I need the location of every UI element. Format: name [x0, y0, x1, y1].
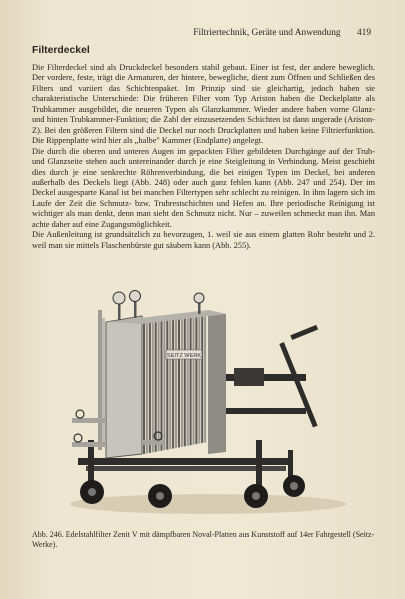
pressure-gauge-icon [113, 292, 125, 304]
running-head [32, 28, 371, 38]
paragraph-2: Die durch die oberen und unteren Augen im gepackten Filter gebildeten Durchgänge auf der Trub- und Glanzseite stehen auch untereinander durch je eine Steigleitung in Verbindung. Meist geschieht dies durch je eine senkrechte Röhrenverbindung, die bei einigen Typen im Deckel, bei anderen außerhalb des Deckels liegt (Abb. 248) oder auch ganz fehlen kann (Abb. 247 und 254). Der im Deckel ausgesparte Kanal ist bei manchen Filtertypen sehr schlecht zu reinigen. In ihm lagern sich im Laufe der Zeit die Schmutz- bzw. Trubrestschichten und Hefen an. Ihre periodische Reinigung ist wichtiger als man denkt, denn man sieht den Schmutz nicht. Nur – zuweilen schmeckt man ihn. Man achte daher auf eine Zugangsmöglichkeit. [32, 146, 375, 229]
paragraph-1: Die Filterdeckel sind als Druckdeckel besonders stabil gebaut. Einer ist fest, der andere beweglich. Der vordere, feste, trägt die Armaturen, der hintere, bewegliche, dient zum Öffnen und Schließen des Filters und variiert das Schichtenpaket. Im Prinzip sind sie gleichartig, jedoch haben sie charakteristische Unterschiede: Die früheren Filter vom Typ Ariston haben die Deckelplatte als Trubkammer ausgebildet, die neueren Typen als Glanzkammer. Wieder andere haben vorne Glanz- und hinten Trubkammer-Funktion; die Zahl der einzusetzenden Schichten ist dann ungerade (Ariston-Z). Bei den größeren Filtern sind die Deckel nur noch Druckplatten und haben keine Filtrierfunktion. Die Rippenplatte wird hier als „halbe" Kammer (Endplatte) angelegt. [32, 63, 375, 146]
wheel-hub [88, 488, 96, 496]
filter-plate [201, 313, 203, 443]
filter-plate [204, 313, 206, 443]
figure-caption: Abb. 246. Edelstahlfilter Zenit V mit dämpfbaren Noval-Platten aus Kunststoff auf 14er Fahrgestell (Seitz-Werke). [32, 530, 375, 549]
crank-grip [290, 325, 318, 340]
tie-bar-lower [226, 408, 306, 414]
crank-handle [279, 342, 317, 427]
filter-plate [172, 318, 174, 449]
valve-handwheel-icon [76, 410, 84, 418]
filter-plate [198, 313, 200, 443]
pressure-gauge-icon [130, 291, 141, 302]
wheel-hub [156, 492, 164, 500]
front-head-plate [106, 316, 142, 458]
plate-pack [143, 313, 206, 454]
section-title: Filterdeckel [32, 45, 90, 56]
running-title: Filtriertechnik, Geräte und Anwendung [193, 28, 341, 38]
inlet-pipe [72, 418, 106, 423]
nameplate-text: SEITZ WERK [166, 353, 202, 359]
filter-plate [166, 318, 168, 449]
body-text [32, 63, 375, 251]
rear-head-plate [208, 310, 226, 454]
filter-plate [143, 322, 145, 454]
page-number: 419 [356, 28, 371, 38]
wheel-hub [252, 492, 260, 500]
wheel-hub [290, 482, 298, 490]
filter-plate [169, 318, 171, 449]
filter-plate [160, 319, 162, 450]
filter-plate [184, 316, 186, 447]
spindle-housing [234, 368, 264, 386]
filter-plate [152, 321, 154, 453]
filter-plate [149, 321, 151, 453]
sight-glass-icon [194, 293, 204, 303]
paragraph-3: Die Außenleitung ist grundsätzlich zu bevorzugen, 1. weil sie aus einem glatten Rohr besteht und 2. weil man sie mittels Flaschenbürste gut säubern kann (Abb. 255). [32, 230, 375, 250]
filter-plate [190, 315, 192, 445]
filter-plate [178, 317, 180, 448]
leg-front-right [256, 440, 262, 490]
filter-plate [163, 319, 165, 450]
side-outlet-pipe [142, 440, 164, 445]
valve-handwheel-icon [74, 434, 82, 442]
riser-pipe [98, 310, 102, 450]
filter-plate [192, 314, 194, 444]
filter-plate [195, 314, 197, 444]
outlet-pipe [72, 442, 106, 447]
filter-plate [181, 316, 183, 447]
filter-plate [175, 317, 177, 448]
filter-plate [146, 322, 148, 454]
riser-pipe [102, 318, 105, 446]
filter-plate [187, 315, 189, 446]
floor-shadow [70, 494, 346, 514]
filter-machine-photo [58, 290, 358, 520]
